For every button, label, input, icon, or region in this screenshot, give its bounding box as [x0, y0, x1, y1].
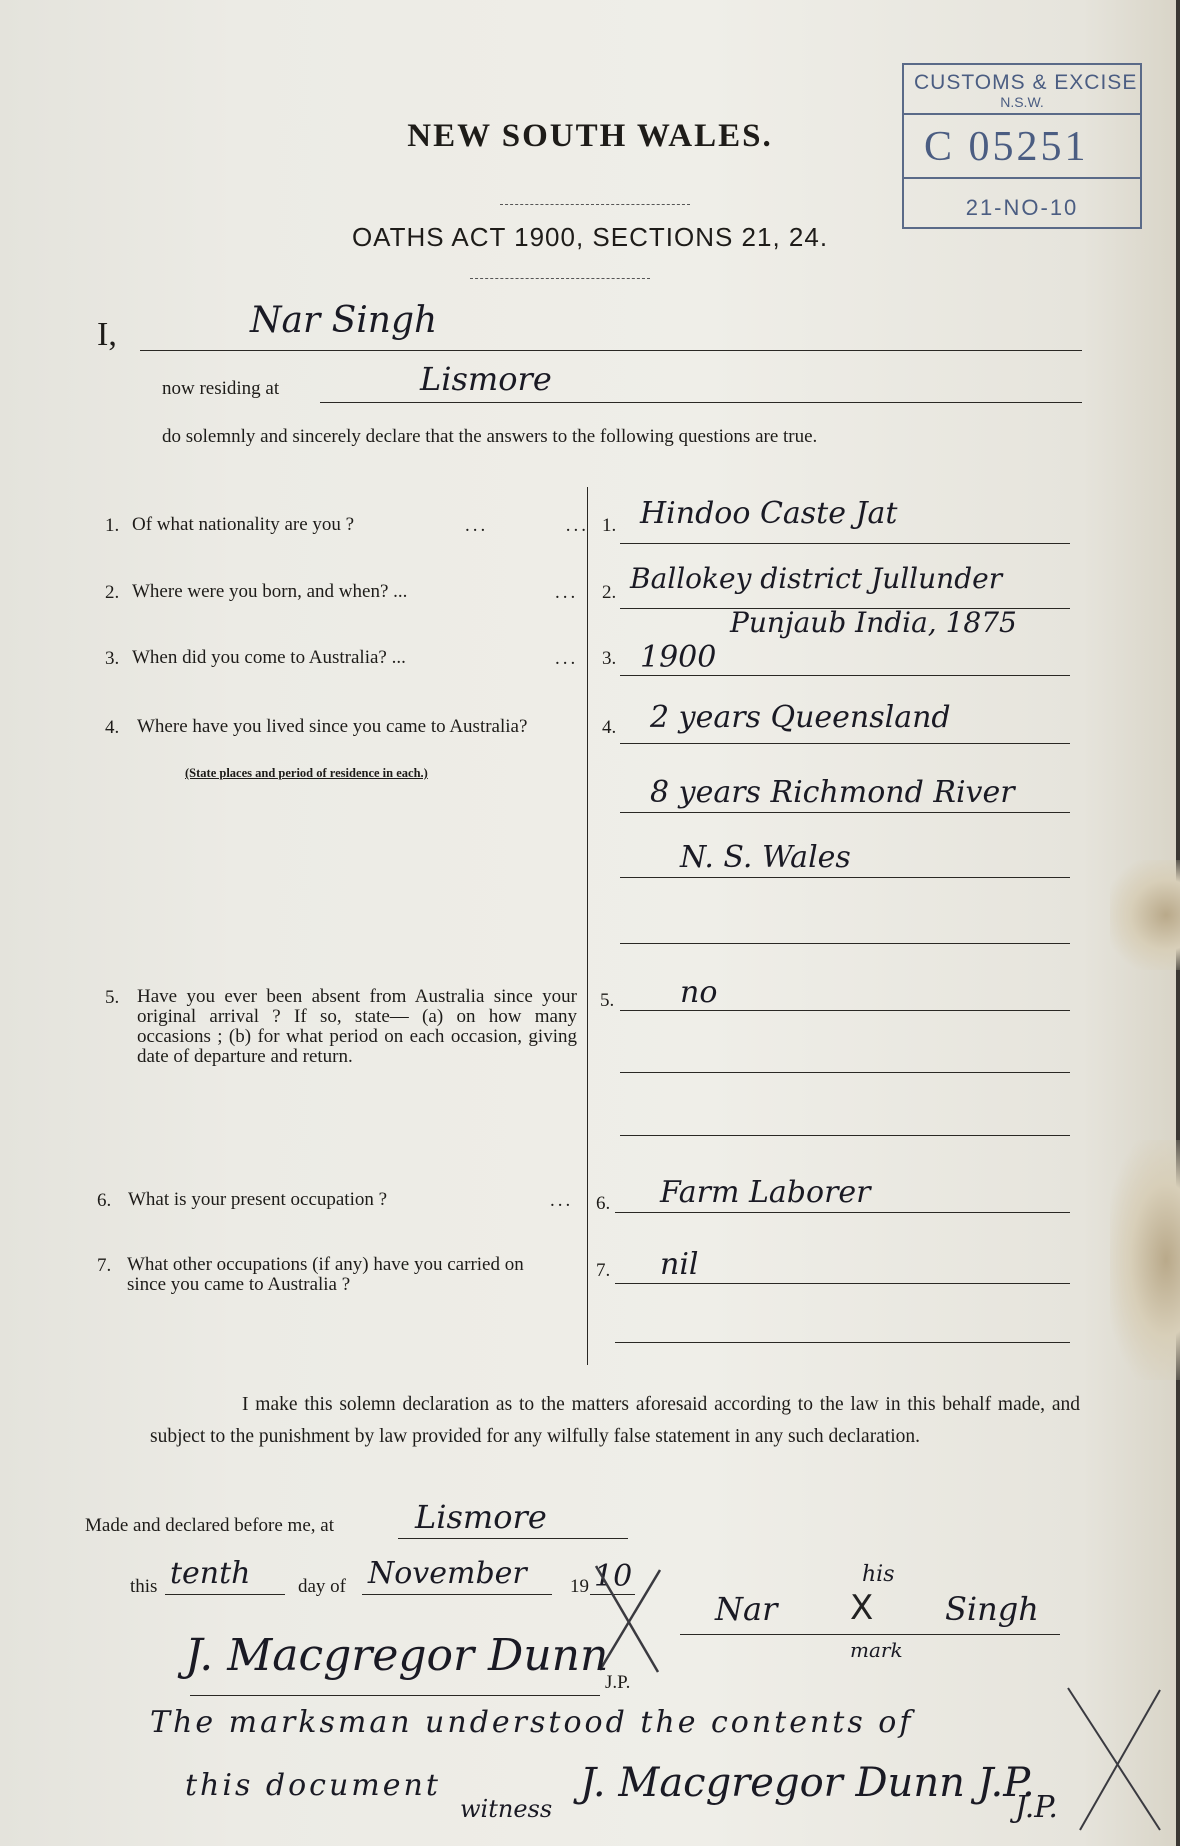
stamp-line2: N.S.W. [1000, 94, 1044, 110]
question-text: When did you come to Australia? ... [132, 647, 406, 668]
question-text: Where were you born, and when? ... [132, 581, 408, 602]
edge-stain [1110, 860, 1180, 970]
page-subtitle: OATHS ACT 1900, SECTIONS 21, 24. [351, 222, 829, 252]
answer-line [620, 1010, 1070, 1011]
mark-his: his [862, 1562, 895, 1587]
mark-name-first: Nar [715, 1590, 778, 1628]
mark-label: mark [850, 1638, 903, 1662]
declarant-prefix: I, [97, 316, 117, 353]
answer-line [620, 543, 1070, 544]
answer-line [620, 877, 1070, 878]
answer-number: 5. [600, 990, 615, 1011]
month-line [362, 1594, 552, 1595]
stamp-divider [904, 177, 1140, 179]
question-number: 1. [105, 515, 120, 536]
day-line [165, 1594, 285, 1595]
question-text: What is your present occupation ? [128, 1189, 388, 1210]
declaration-intro: do solemnly and sincerely declare that the answers to the following questions are true. [162, 426, 818, 447]
question-text: Of what nationality are you ? [132, 514, 355, 535]
name-line [140, 350, 1082, 351]
answer-number: 1. [602, 515, 617, 536]
column-divider [587, 487, 588, 1365]
answer-value: Punjaub India, 1875 [730, 606, 1017, 639]
answer-line [620, 1072, 1070, 1073]
declarant-name: Nar Singh [250, 300, 438, 341]
question-number: 7. [97, 1255, 112, 1276]
declared-place: Lismore [415, 1498, 547, 1536]
residing-label: now residing at [162, 378, 280, 399]
answer-line [620, 943, 1070, 944]
jp-signature: J. Macgregor Dunn [185, 1630, 609, 1681]
answer-value: N. S. Wales [680, 840, 851, 875]
marksman-note-line2: this document [185, 1768, 441, 1803]
answer-number: 6. [596, 1193, 611, 1214]
question-dots: ... ... [465, 515, 589, 536]
stamp-line1: CUSTOMS & EXCISE [914, 71, 1138, 94]
stamp-divider [904, 113, 1140, 115]
question-text: Where have you lived since you came to Australia? [137, 716, 528, 737]
answer-value: nil [660, 1247, 699, 1282]
question-number: 2. [105, 582, 120, 603]
page-title: NEW SOUTH WALES. [407, 118, 773, 154]
marksman-note-line1: The marksman understood the contents of [150, 1705, 914, 1740]
question-dots: ... [550, 1190, 574, 1211]
question-number: 3. [105, 648, 120, 669]
witness-label: witness [460, 1795, 553, 1823]
mark-x: X [850, 1588, 874, 1628]
answer-number: 2. [602, 582, 617, 603]
answer-number: 7. [596, 1260, 611, 1281]
answer-line [620, 675, 1070, 676]
answer-value: 1900 [640, 640, 717, 675]
residence-line [320, 402, 1082, 403]
jp-label: J.P. [605, 1672, 631, 1693]
residence-value: Lismore [420, 360, 552, 398]
answer-value: no [680, 975, 718, 1010]
answer-line [615, 1342, 1070, 1343]
jp-line [190, 1695, 600, 1696]
question-dots: ... [555, 582, 579, 603]
question-note: (State places and period of residence in each.) [185, 766, 428, 780]
answer-line [620, 812, 1070, 813]
answer-value: Farm Laborer [660, 1175, 871, 1210]
made-declared-label: Made and declared before me, at [85, 1515, 334, 1536]
question-number: 4. [105, 717, 120, 738]
answer-line [615, 1212, 1070, 1213]
answer-number: 3. [602, 648, 617, 669]
answer-value: 8 years Richmond River [650, 775, 1015, 810]
answer-value: 2 years Queensland [650, 700, 951, 735]
answer-value: Hindoo Caste Jat [640, 496, 898, 531]
question-number: 5. [105, 987, 120, 1008]
title-rule [500, 204, 690, 205]
answer-number: 4. [602, 717, 617, 738]
witness-signature: J. Macgregor Dunn J.P. [580, 1760, 1035, 1806]
answer-line [615, 1283, 1070, 1284]
this-label: this [130, 1576, 158, 1597]
question-text: Have you ever been absent from Australia since your original arrival ? If so, state— (a) on how many occasions ; (b) for what period on each occasion, giving date of departure and return. [137, 986, 577, 1067]
answer-value: Ballokey district Jullunder [630, 562, 1003, 595]
day-of-label: day of [298, 1576, 347, 1597]
question-number: 6. [97, 1190, 112, 1211]
year-suffix: 10 [594, 1559, 633, 1594]
year-prefix: 19 [570, 1576, 589, 1597]
answer-line [620, 608, 1070, 609]
mark-name-last: Singh [945, 1590, 1039, 1628]
question-dots: ... [555, 648, 579, 669]
jp-initials: J.P. [1015, 1790, 1058, 1825]
stamp-date: 21-NO-10 [965, 195, 1079, 220]
subtitle-rule [470, 278, 650, 279]
declared-day: tenth [170, 1556, 251, 1591]
mark-line [680, 1634, 1060, 1635]
cross-mark [1060, 1680, 1170, 1840]
solemn-declaration: I make this solemn declaration as to the matters aforesaid according to the law in this behalf made, and subject to the punishment by law provided for any wilfully false statement in any such declaration. [150, 1394, 1080, 1447]
stamp-number: C 05251 [924, 124, 1089, 170]
place-line [398, 1538, 628, 1539]
edge-stain [1110, 1140, 1180, 1380]
question-text: What other occupations (if any) have you carried on since you came to Australia ? [127, 1254, 524, 1295]
answer-line [620, 1135, 1070, 1136]
declared-month: November [368, 1556, 527, 1591]
answer-line [620, 743, 1070, 744]
